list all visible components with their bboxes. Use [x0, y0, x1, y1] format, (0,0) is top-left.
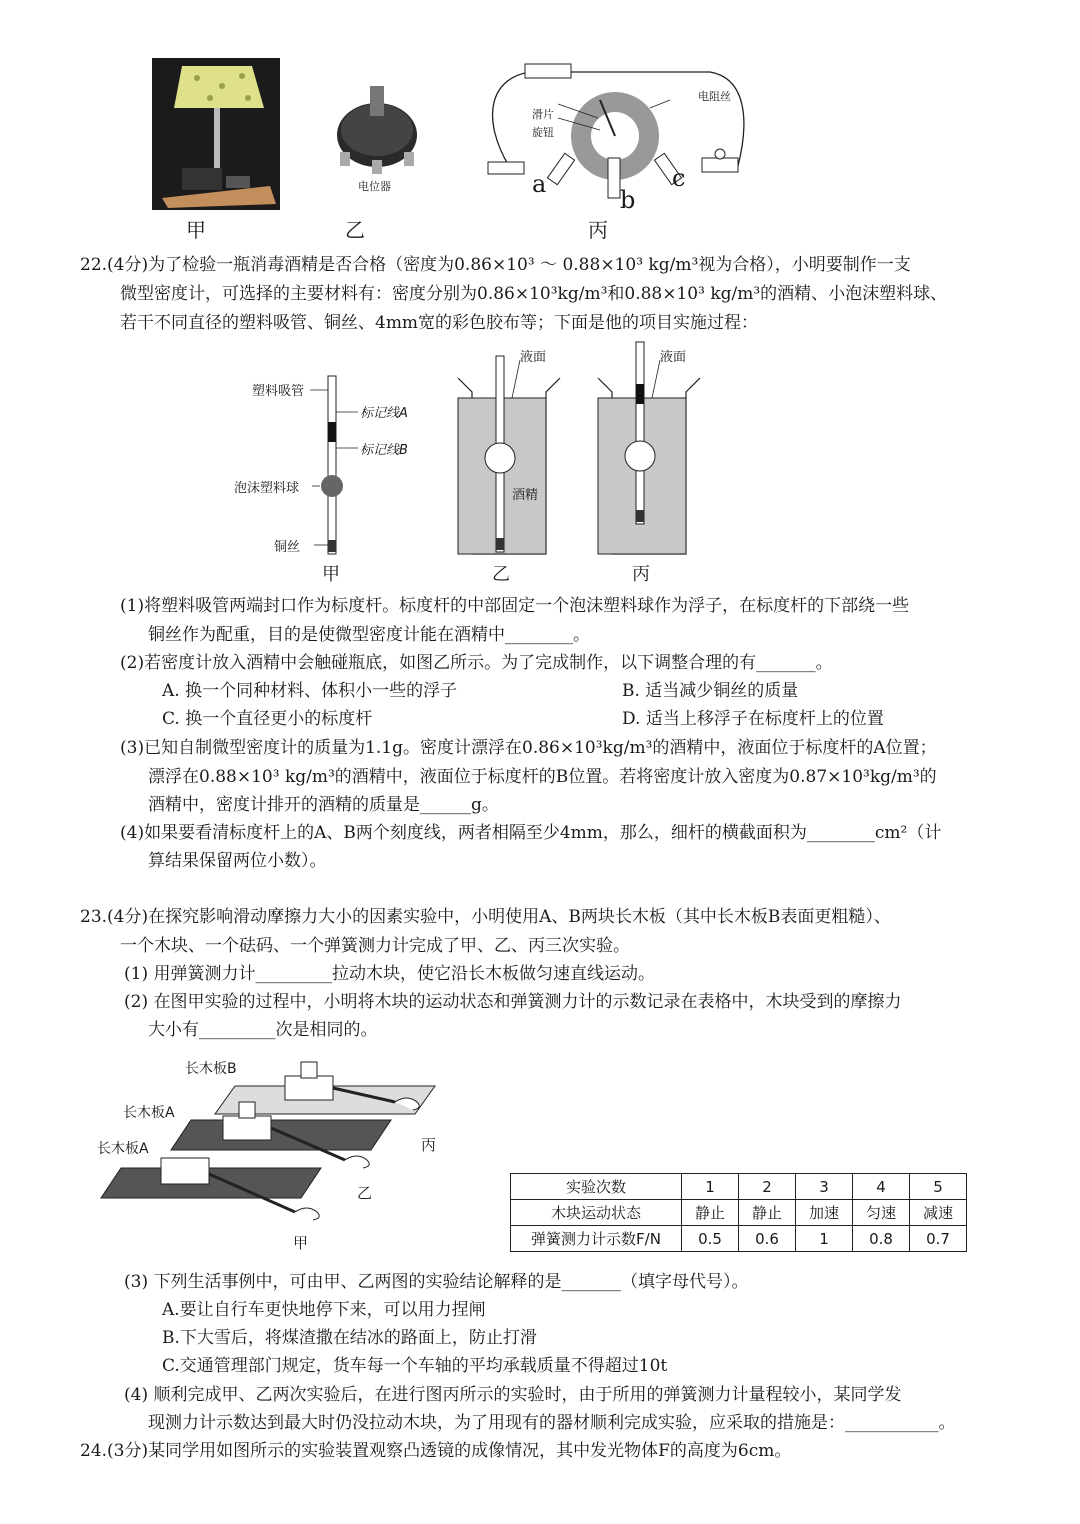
- table-cell: 0.5: [682, 1226, 739, 1252]
- label-liquid-surface-yi: 液面: [520, 350, 547, 365]
- caption-bing-top: 丙: [588, 218, 608, 242]
- table-cell: 0.8: [853, 1226, 910, 1252]
- potentiometer-icon: [330, 80, 425, 180]
- label-alcohol: 酒精: [512, 488, 539, 503]
- q24-stem: 24.(3分)某同学用如图所示的实验装置观察凸透镜的成像情况，其中发光物体F的高度为6cm。: [80, 1441, 792, 1461]
- q23-option-a: A.要让自行车更快地停下来，可以用力捏闸: [162, 1300, 486, 1320]
- table-cell: 0.7: [910, 1226, 967, 1252]
- label-slider: 滑片: [532, 108, 554, 121]
- q22-option-d: D. 适当上移浮子在标度杆上的位置: [622, 709, 884, 729]
- q22-part3-line3: 酒精中，密度计排开的酒精的质量是______g。: [148, 795, 499, 815]
- q23-part2-line2: 大小有_________次是相同的。: [148, 1020, 378, 1040]
- circuit-diagram: [470, 58, 760, 218]
- terminal-c: c: [672, 164, 686, 192]
- caption-bing-q23: 丙: [421, 1136, 437, 1154]
- table-cell: 4: [853, 1174, 910, 1200]
- label-board-b: 长木板B: [185, 1061, 237, 1077]
- label-straw: 塑料吸管: [252, 384, 305, 399]
- label-board-a-yi: 长木板A: [123, 1105, 175, 1121]
- q23-stem-line1: 23.(4分)在探究影响滑动摩擦力大小的因素实验中，小明使用A、B两块长木板（其中长木板B表面更粗糙）、: [80, 907, 891, 927]
- label-liquid-surface-bing: 液面: [660, 350, 687, 365]
- table-cell: 弹簧测力计示数F/N: [511, 1226, 682, 1252]
- table-cell: 1: [682, 1174, 739, 1200]
- q22-stem-line3: 若干不同直径的塑料吸管、铜丝、4mm宽的彩色胶布等；下面是他的项目实施过程：: [120, 313, 759, 333]
- hydrometer-diagram: [230, 338, 710, 588]
- table-cell: 减速: [910, 1200, 967, 1226]
- q23-part4-line2: 现测力计示数达到最大时仍没拉动木块，为了用现有的器材顺利完成实验，应采取的措施是：___________。: [148, 1413, 956, 1433]
- label-mark-a: 标记线A: [360, 406, 408, 421]
- experiment-data-table: [510, 1173, 967, 1252]
- table-cell: 0.6: [739, 1226, 796, 1252]
- table-cell: 加速: [796, 1200, 853, 1226]
- q22-part1-line2: 铜丝作为配重，目的是使微型密度计能在酒精中________。: [148, 625, 590, 645]
- figure-lamp-photo: [152, 58, 280, 210]
- caption-yi-q22: 乙: [492, 564, 510, 585]
- q23-friction-figure: [95, 1050, 465, 1255]
- q22-part1-line1: (1)将塑料吸管两端封口作为标度杆。标度杆的中部固定一个泡沫塑料球作为浮子，在标度杆的下部绕一些: [120, 596, 910, 616]
- q23-part2-line1: (2) 在图甲实验的过程中，小明将木块的运动状态和弹簧测力计的示数记录在表格中，木块受到的摩擦力: [124, 992, 902, 1012]
- table-cell: 1: [796, 1226, 853, 1252]
- q23-option-c: C.交通管理部门规定，货车每一个车轴的平均承载质量不得超过10t: [162, 1356, 668, 1376]
- table-cell: 实验次数: [511, 1174, 682, 1200]
- table-row: [511, 1226, 967, 1252]
- label-knob: 旋钮: [532, 126, 554, 139]
- q22-figure: [230, 338, 710, 588]
- q22-part2: (2)若密度计放入酒精中会触碰瓶底，如图乙所示。为了完成制作，以下调整合理的有_______。: [120, 653, 833, 673]
- label-mark-b: 标记线B: [360, 443, 408, 458]
- table-cell: 静止: [682, 1200, 739, 1226]
- figure-circuit: [470, 58, 760, 218]
- q22-option-a: A. 换一个同种材料、体积小一些的浮子: [162, 681, 458, 701]
- caption-yi-q23: 乙: [357, 1184, 373, 1202]
- label-copper-wire: 铜丝: [274, 540, 301, 555]
- q23-part3: (3) 下列生活事例中，可由甲、乙两图的实验结论解释的是_______（填字母代号）。: [124, 1272, 749, 1292]
- table-cell: 3: [796, 1174, 853, 1200]
- table-cell: 静止: [739, 1200, 796, 1226]
- table-cell: 5: [910, 1174, 967, 1200]
- table-cell: 木块运动状态: [511, 1200, 682, 1226]
- q23-option-b: B.下大雪后，将煤渣撒在结冰的路面上，防止打滑: [162, 1328, 537, 1348]
- figure-potentiometer: [330, 80, 425, 195]
- table-row: [511, 1200, 967, 1226]
- q22-part4-line2: 算结果保留两位小数）。: [148, 851, 327, 871]
- q22-part3-line1: (3)已知自制微型密度计的质量为1.1g。密度计漂浮在0.86×10³kg/m³的酒精中，液面位于标度杆的A位置；: [120, 738, 937, 758]
- table-row: [511, 1174, 967, 1200]
- q23-part4-line1: (4) 顺利完成甲、乙两次实验后，在进行图丙所示的实验时，由于所用的弹簧测力计量程较小，某同学发: [124, 1385, 902, 1405]
- terminal-a: a: [532, 170, 547, 198]
- q23-stem-line2: 一个木块、一个砝码、一个弹簧测力计完成了甲、乙、丙三次实验。: [120, 936, 630, 956]
- terminal-b: b: [620, 186, 636, 214]
- caption-jia-top: 甲: [186, 218, 206, 242]
- q22-option-b: B. 适当减少铜丝的质量: [622, 681, 799, 701]
- lamp-photo-icon: [152, 58, 280, 210]
- q23-part1: (1) 用弹簧测力计_________拉动木块，使它沿长木板做匀速直线运动。: [124, 964, 655, 984]
- q22-part4-line1: (4)如果要看清标度杆上的A、B两个刻度线，两者相隔至少4mm，那么，细杆的横截面积为________cm²（计: [120, 823, 942, 843]
- friction-diagram: [95, 1050, 465, 1255]
- q22-stem-line1: 22.(4分)为了检验一瓶消毒酒精是否合格（密度为0.86×10³ ～ 0.88×10³ kg/m³视为合格），小明要制作一支: [80, 255, 911, 275]
- caption-jia-q23: 甲: [293, 1234, 309, 1252]
- label-resistance-wire: 电阻丝: [698, 90, 731, 103]
- potentiometer-label: 电位器: [358, 180, 391, 193]
- experiment-table: [510, 1173, 967, 1252]
- q22-part3-line2: 漂浮在0.88×10³ kg/m³的酒精中，液面位于标度杆的B位置。若将密度计放入密度为0.87×10³kg/m³的: [148, 767, 937, 787]
- caption-bing-q22: 丙: [632, 564, 650, 585]
- caption-jia-q22: 甲: [322, 564, 340, 585]
- label-foam-ball: 泡沫塑料球: [234, 481, 300, 496]
- label-board-a-jia: 长木板A: [97, 1141, 149, 1157]
- q22-option-c: C. 换一个直径更小的标度杆: [162, 709, 373, 729]
- caption-yi-top: 乙: [345, 218, 365, 242]
- q22-stem-line2: 微型密度计，可选择的主要材料有：密度分别为0.86×10³kg/m³和0.88×10³ kg/m³的酒精、小泡沫塑料球、: [120, 284, 948, 304]
- table-cell: 2: [739, 1174, 796, 1200]
- table-cell: 匀速: [853, 1200, 910, 1226]
